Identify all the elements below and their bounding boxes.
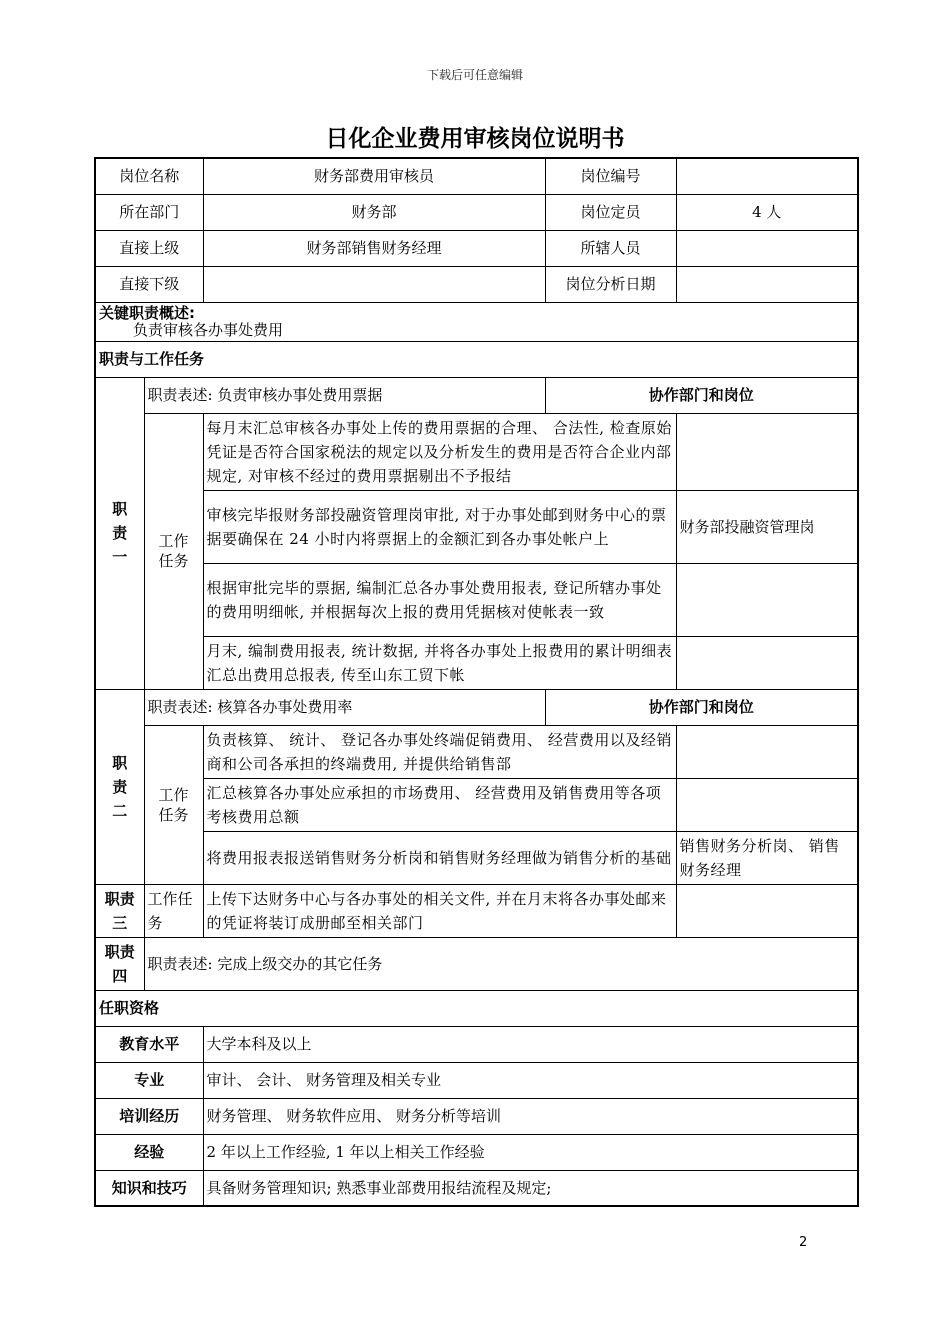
- duty2-coop-header: 协作部门和岗位: [545, 689, 858, 725]
- duty1-task-row: [95, 413, 858, 490]
- job-description-table: [94, 157, 859, 1207]
- qualification-row: [95, 1134, 858, 1170]
- qualification-row: [95, 1026, 858, 1062]
- qualification-label-experience: 经验: [95, 1134, 203, 1170]
- position-name-label: 岗位名称: [95, 158, 203, 194]
- key-duty-heading: 关键职责概述:: [99, 303, 195, 322]
- position-name-value: 财务部费用审核员: [203, 158, 545, 194]
- duty1-description: 职责表述: 负责审核办事处费用票据: [144, 377, 545, 413]
- row-position-name: [95, 158, 858, 194]
- superior-label: 直接上级: [95, 230, 203, 266]
- qualification-value-experience: 2 年以上工作经验, 1 年以上相关工作经验: [203, 1134, 858, 1170]
- headcount-label: 岗位定员: [545, 194, 676, 230]
- position-code-label: 岗位编号: [545, 158, 676, 194]
- qualification-value-major: 审计、 会计、 财务管理及相关专业: [203, 1062, 858, 1098]
- duty2-task-row: [95, 725, 858, 778]
- row-department: [95, 194, 858, 230]
- qualification-value-education: 大学本科及以上: [203, 1026, 858, 1062]
- duty1-task-1: 每月末汇总审核各办事处上传的费用票据的合理、 合法性, 检查原始凭证是否符合国家税法的规定以及分析发生的费用是否符合企业内部规定, 对审核不经过的费用票据剔出不予报结: [203, 413, 676, 490]
- duty2-label: 职责二: [95, 689, 144, 884]
- row-direct-reports: [95, 266, 858, 302]
- page-number: 2: [799, 1235, 808, 1250]
- duty2-task-2: 汇总核算各办事处应承担的市场费用、 经营费用及销售费用等各项考核费用总额: [203, 778, 676, 831]
- duty1-task-3-coop: [676, 563, 858, 636]
- key-duty-text: 负责审核各办事处费用: [133, 320, 284, 339]
- duty2-task-3-coop: 销售财务分析岗、 销售财务经理: [676, 831, 858, 884]
- duty4-label: 职责四: [95, 937, 144, 990]
- duty1-task-row: [95, 636, 858, 689]
- qualification-label-training: 培训经历: [95, 1098, 203, 1134]
- qualification-value-training: 财务管理、 财务软件应用、 财务分析等培训: [203, 1098, 858, 1134]
- subordinates-label: 所辖人员: [545, 230, 676, 266]
- duty1-task-1-coop: [676, 413, 858, 490]
- duty3-coop: [676, 884, 858, 937]
- headcount-value: 4 人: [676, 194, 858, 230]
- duty3-row: [95, 884, 858, 937]
- duty2-description-row: [95, 689, 858, 725]
- duty2-task-row: [95, 831, 858, 884]
- position-code-value: [676, 158, 858, 194]
- duty2-task-1: 负责核算、 统计、 登记各办事处终端促销费用、 经营费用以及经销商和公司各承担的终端费用, 并提供给销售部: [203, 725, 676, 778]
- row-duties-heading: [95, 341, 858, 377]
- subordinates-value: [676, 230, 858, 266]
- row-superior: [95, 230, 858, 266]
- direct-reports-label: 直接下级: [95, 266, 203, 302]
- duty1-task-4-coop: [676, 636, 858, 689]
- duty3-text: 上传下达财务中心与各办事处的相关文件, 并在月末将各办事处邮来的凭证将装订成册邮至相关部门: [203, 884, 676, 937]
- duty2-task-row: [95, 778, 858, 831]
- duty2-task-1-coop: [676, 725, 858, 778]
- superior-value: 财务部销售财务经理: [203, 230, 545, 266]
- direct-reports-value: [203, 266, 545, 302]
- duties-heading: 职责与工作任务: [95, 341, 858, 377]
- duty3-tasks-label: 工作任务: [144, 884, 203, 937]
- row-key-duty: [95, 302, 858, 341]
- duty2-description: 职责表述: 核算各办事处费用率: [144, 689, 545, 725]
- duty1-task-row: [95, 563, 858, 636]
- duty2-task-2-coop: [676, 778, 858, 831]
- qualification-label-education: 教育水平: [95, 1026, 203, 1062]
- duty2-tasks-label: 工作任务: [144, 725, 203, 884]
- duty1-coop-header: 协作部门和岗位: [545, 377, 858, 413]
- qualification-value-skills: 具备财务管理知识; 熟悉事业部费用报结流程及规定;: [203, 1170, 858, 1206]
- analysis-date-label: 岗位分析日期: [545, 266, 676, 302]
- qualification-row: [95, 1062, 858, 1098]
- duty1-task-2: 审核完毕报财务部投融资管理岗审批, 对于办事处邮到财务中心的票据要确保在 24 小时内将票据上的金额汇到各办事处帐户上: [203, 490, 676, 563]
- analysis-date-value: [676, 266, 858, 302]
- duty1-tasks-label: 工作任务: [144, 413, 203, 689]
- qualification-row: [95, 1098, 858, 1134]
- qualifications-heading: 任职资格: [95, 990, 858, 1026]
- duty1-label: 职责一: [95, 377, 144, 689]
- qualification-label-skills: 知识和技巧: [95, 1170, 203, 1206]
- duty1-description-row: [95, 377, 858, 413]
- department-label: 所在部门: [95, 194, 203, 230]
- qualification-row: [95, 1170, 858, 1206]
- duty1-task-2-coop: 财务部投融资管理岗: [676, 490, 858, 563]
- row-qualifications-heading: [95, 990, 858, 1026]
- duty1-task-row: [95, 490, 858, 563]
- duty1-task-4: 月末, 编制费用报表, 统计数据, 并将各办事处上报费用的累计明细表汇总出费用总报表, 传至山东工贸下帐: [203, 636, 676, 689]
- header-note: 下载后可任意编辑: [426, 68, 523, 82]
- duty4-row: [95, 937, 858, 990]
- duty3-label: 职责三: [95, 884, 144, 937]
- qualification-label-major: 专业: [95, 1062, 203, 1098]
- duty2-task-3: 将费用报表报送销售财务分析岗和销售财务经理做为销售分析的基础: [203, 831, 676, 884]
- document-title: 日化企业费用审核岗位说明书: [325, 126, 625, 152]
- duty1-task-3: 根据审批完毕的票据, 编制汇总各办事处费用报表, 登记所辖办事处的费用明细帐, 并根据每次上报的费用凭据核对使帐表一致: [203, 563, 676, 636]
- department-value: 财务部: [203, 194, 545, 230]
- duty4-description: 职责表述: 完成上级交办的其它任务: [144, 937, 858, 990]
